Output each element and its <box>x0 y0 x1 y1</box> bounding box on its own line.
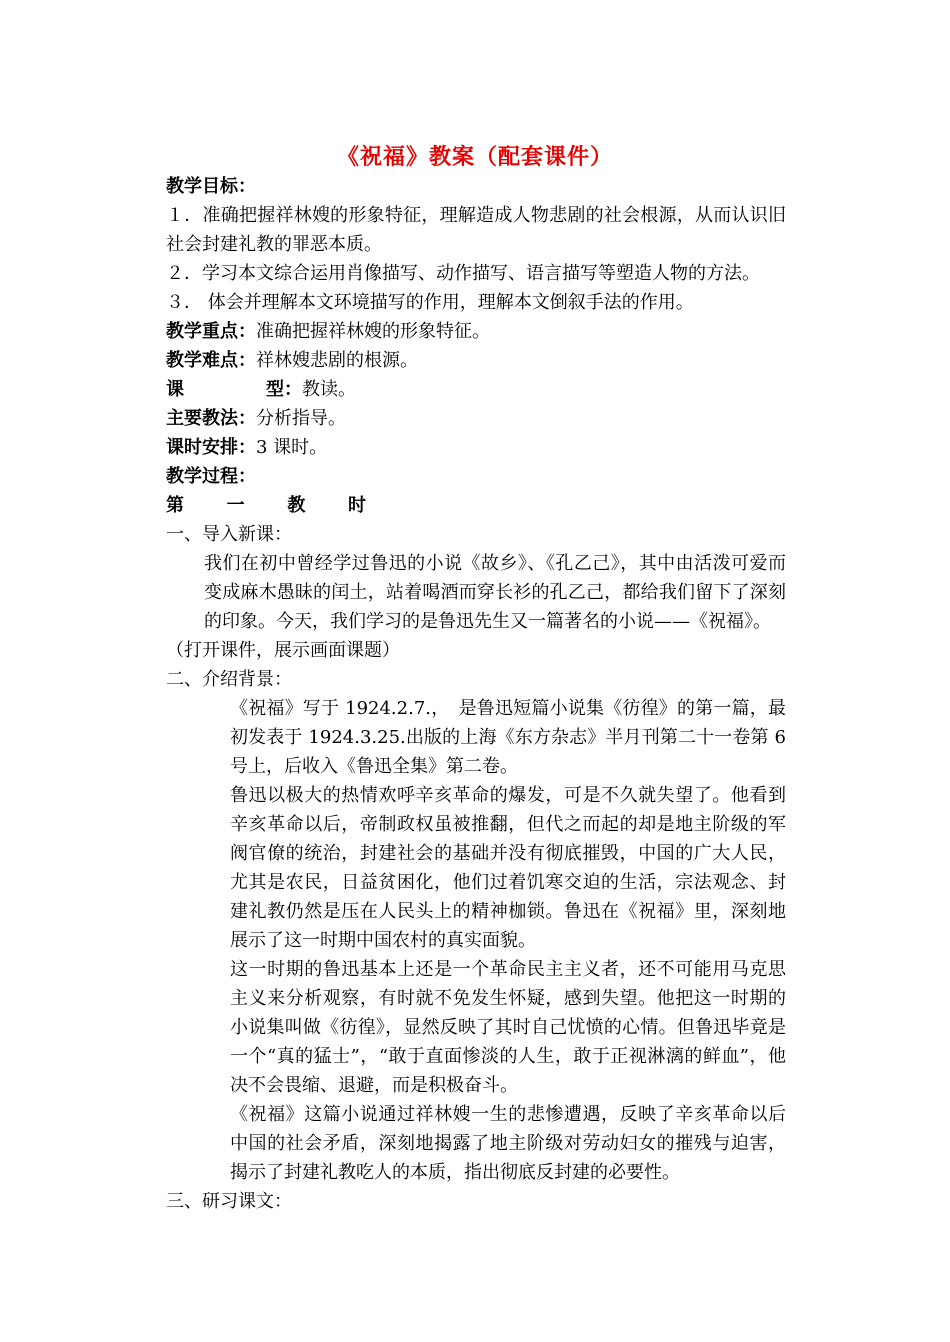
section-2-text-1: 《祝福》写于 1924.2.7.， 是鲁迅短篇小说集《彷徨》的第一篇，最初发表于 1924.3.25.出版的上海《东方杂志》半月刊第二十一卷第 6 号上，后收入《鲁迅全集》第二卷。 <box>230 698 786 777</box>
objective-item-2: ２．学习本文综合运用肖像描写、动作描写、语言描写等塑造人物的方法。 <box>166 263 760 284</box>
section-2-text-3: 这一时期的鲁迅基本上还是一个革命民主主义者，还不可能用马克思主义来分析观察，有时就不免发生怀疑，感到失望。他把这一时期的小说集叫做《彷徨》，显然反映了其时自己忧愤的心情。但鲁迅毕竟是一个“真的猛士”，“敢于直面惨淡的人生，敢于正视淋漓的鲜血”，他决不会畏缩、退避，而是积极奋斗。 <box>230 959 786 1096</box>
meta-value: 准确把握祥林嫂的形象特征。 <box>256 321 490 342</box>
section-2-paragraph-1 <box>166 694 786 781</box>
process-heading: 教学过程： <box>166 466 256 487</box>
meta-key-point <box>166 317 786 346</box>
meta-value: 教读。 <box>302 379 356 400</box>
lesson-char: 教 <box>287 495 306 516</box>
section-1-paragraph <box>166 549 786 636</box>
lesson-char: 第 <box>166 495 184 516</box>
section-2-paragraph-3 <box>166 955 786 1100</box>
section-3-heading: 三、研习课文： <box>166 1191 292 1212</box>
meta-label-a: 课 <box>166 379 184 400</box>
section-1-text: 我们在初中曾经学过鲁迅的小说《故乡》、《孔乙己》，其中由活泼可爱而变成麻木愚昧的闰土，站着喝酒而穿长衫的孔乙己，都给我们留下了深刻的印象。今天，我们学习的是鲁迅先生又一篇著名的小说——《祝福》。 <box>204 553 786 632</box>
section-2-text-4: 《祝福》这篇小说通过祥林嫂一生的悲惨遭遇，反映了辛亥革命以后中国的社会矛盾，深刻地揭露了地主阶级对劳动妇女的摧残与迫害，揭示了封建礼教吃人的本质，指出彻底反封建的必要性。 <box>230 1104 786 1183</box>
objective-item-1 <box>166 201 786 259</box>
meta-label: 教学重点： <box>166 321 256 342</box>
section-2-heading: 二、介绍背景： <box>166 669 292 690</box>
section-1-heading: 一、导入新课： <box>166 524 292 545</box>
section-2-paragraph-4 <box>166 1100 786 1187</box>
meta-value: 分析指导。 <box>256 408 346 429</box>
lesson-heading <box>166 491 786 520</box>
meta-value: 祥林嫂悲剧的根源。 <box>256 350 418 371</box>
meta-lesson-type <box>166 375 786 404</box>
lesson-char: 时 <box>347 495 366 516</box>
objectives-heading: 教学目标： <box>166 176 256 197</box>
meta-label: 主要教法： <box>166 408 256 429</box>
section-1-note: （打开课件，展示画面课题） <box>166 640 400 661</box>
meta-difficulty <box>166 346 786 375</box>
meta-label-b: 型： <box>266 379 302 400</box>
meta-method <box>166 404 786 433</box>
meta-label: 教学难点： <box>166 350 256 371</box>
objective-item-3: ３． 体会并理解本文环境描写的作用，理解本文倒叙手法的作用。 <box>166 292 694 313</box>
document-title: 《祝福》教案（配套课件） <box>336 144 613 170</box>
lesson-char: 一 <box>226 495 245 516</box>
meta-label: 课时安排： <box>166 437 256 458</box>
document-body <box>166 172 786 1216</box>
section-2-paragraph-2 <box>166 781 786 955</box>
meta-value: 3 课时。 <box>256 437 328 458</box>
section-2-text-2: 鲁迅以极大的热情欢呼辛亥革命的爆发，可是不久就失望了。他看到辛亥革命以后，帝制政权虽被推翻，但代之而起的却是地主阶级的军阀官僚的统治，封建社会的基础并没有彻底摧毁，中国的广大人民，尤其是农民，日益贫困化，他们过着饥寒交迫的生活，宗法观念、封建礼教仍然是压在人民头上的精神枷锁。鲁迅在《祝福》里，深刻地展示了这一时期中国农村的真实面貌。 <box>230 785 786 951</box>
meta-schedule <box>166 433 786 462</box>
objective-text-1: １．准确把握祥林嫂的形象特征，理解造成人物悲剧的社会根源，从而认识旧社会封建礼教的罪恶本质。 <box>166 205 786 255</box>
